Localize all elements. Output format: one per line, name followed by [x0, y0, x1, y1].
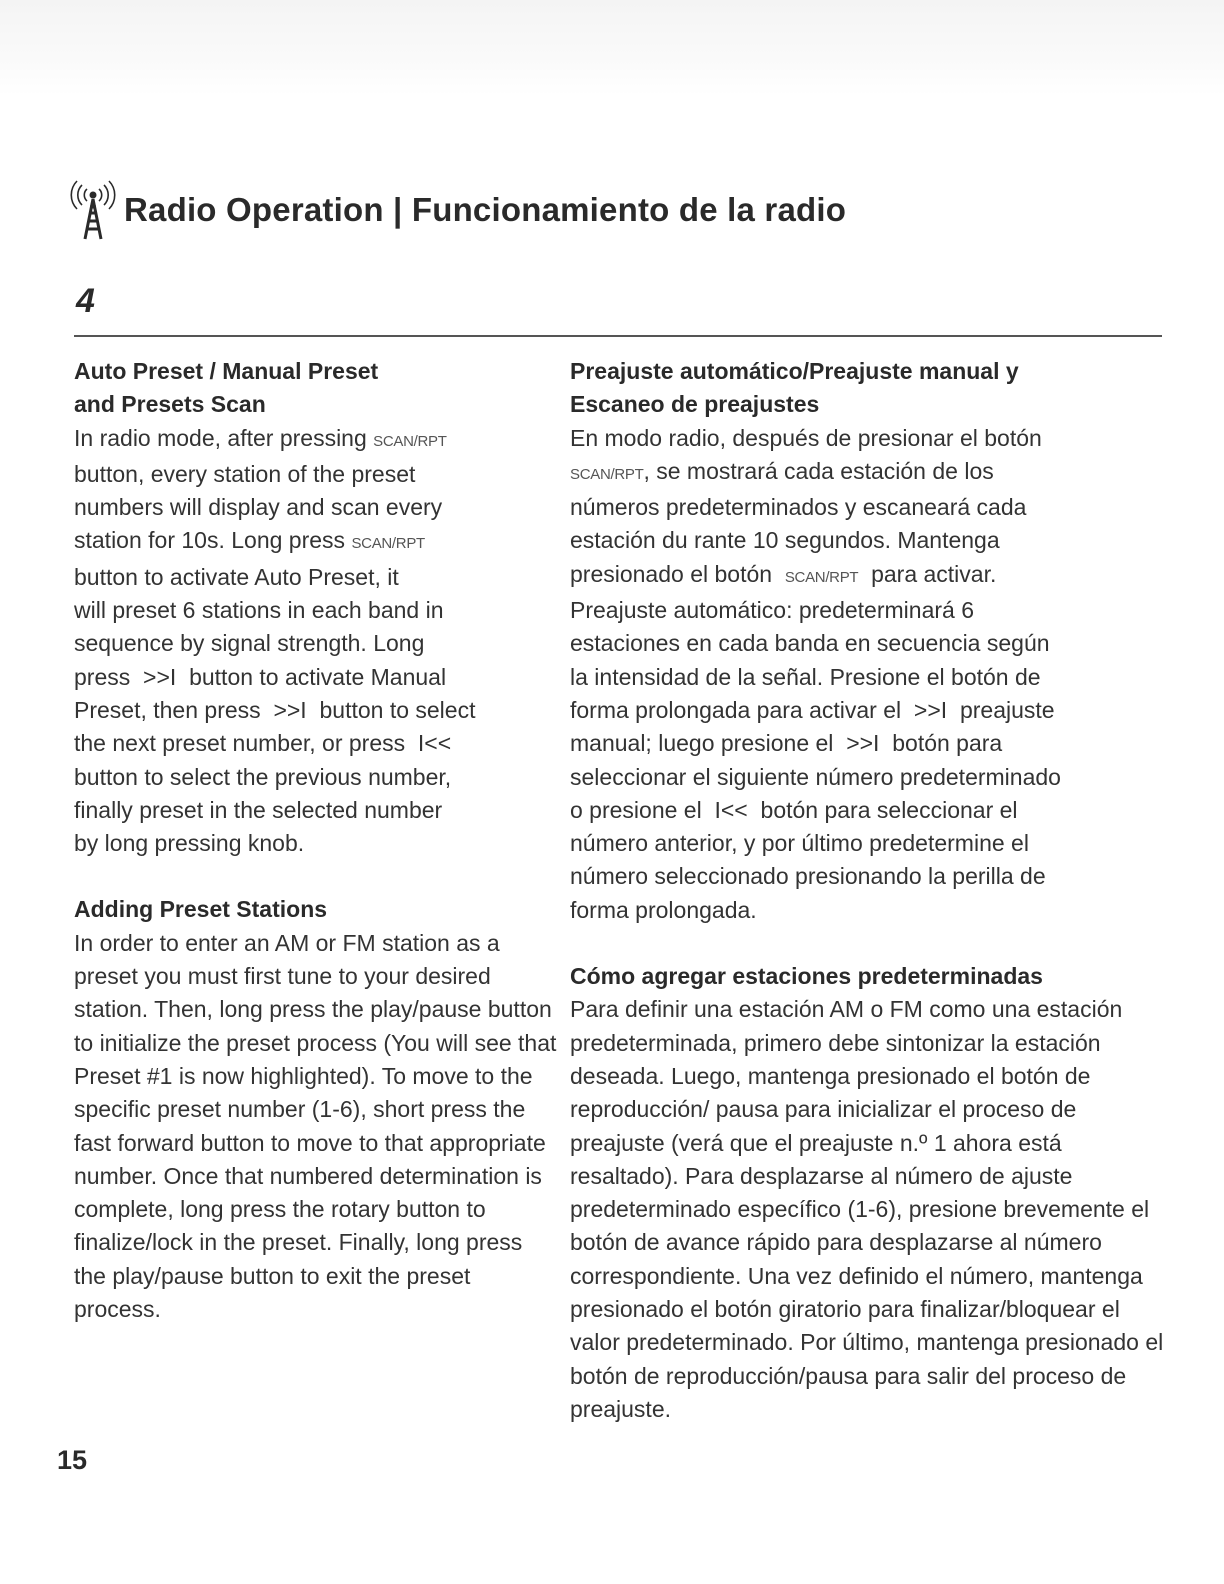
scan-rpt-label: SCAN/RPT	[784, 568, 859, 586]
auto-preset-text: In radio mode, after pressing SCAN/RPT button, every station of the preset numbers will display and scan every station for 10s. Long press SCAN/RPT button to activate Auto Preset, it will preset 6 stations in each band in sequence by signal strength. Long press >>I button to activate Manual Preset, then press >>I button to select the next preset number, or press I<< button to select the previous number, finally preset in the selected number by long pressing knob.	[74, 424, 476, 857]
prev-button-symbol: I<<	[417, 730, 452, 757]
adding-presets-text: In order to enter an AM or FM station as a preset you must first tune to your desired station. Then, long press the play/pause button to initialize the preset process (You will see that Preset #1 is now highlighted). To move to the specific preset number (1-6), short press the fast forward button to move to that appropriate number. Once that numbered determination is complete, long press the rotary button to finalize/lock in the preset. Finally, long press the play/pause button to exit the preset process.	[74, 929, 557, 1323]
next-button-symbol: >>I	[913, 696, 948, 723]
section-header	[68, 170, 846, 250]
scan-rpt-label: SCAN/RPT	[351, 535, 425, 553]
next-button-symbol: >>I	[846, 730, 880, 757]
heading-agregar-estaciones: Cómo agregar estaciones predeterminadas	[570, 963, 1043, 990]
next-button-symbol: >>I	[143, 663, 177, 690]
page-number: 15	[57, 1445, 88, 1475]
scan-rpt-label: SCAN/RPT	[570, 465, 644, 483]
heading-adding-presets: Adding Preset Stations	[74, 896, 328, 923]
prev-button-symbol: I<<	[714, 796, 748, 823]
english-column	[74, 355, 558, 1326]
section-number: 4	[76, 282, 95, 320]
heading-auto-preset: Auto Preset / Manual Preset and Presets Scan	[74, 358, 379, 418]
agregar-estaciones-text: Para definir una estación AM o FM como una estación predeterminada, primero debe sintonizar la estación deseada. Luego, mantenga presionado el botón de reproducción/ pausa para inicializar el proceso de preajuste (verá que el preajuste n.º 1 ahora está resaltado). Para desplazarse al número de ajuste predeterminado específico (1-6), presione brevemente el botón de avance rápido para desplazarse al número correspondiente. Una vez definido el número, mantenga presionado el botón giratorio para finalizar/bloquear el valor predeterminado. Por último, mantenga presionado el botón de reproducción/pausa para salir del proceso de preajuste.	[570, 996, 1164, 1422]
heading-preajuste: Preajuste automático/Preajuste manual y Escaneo de preajustes	[570, 358, 1019, 418]
preajuste-text: En modo radio, después de presionar el botón SCAN/RPT, se mostrará cada estación de los números predeterminados y escaneará cada estación du rante 10 segundos. Mantenga presionado el botón SCAN/RPT para activar. Preajuste automático: predeterminará 6 estaciones en cada banda en secuencia según la intensidad de la señal. Presione el botón de forma prolongada para activar el >>I preajuste manual; luego presione el >>I botón para seleccionar el siguiente número predeterminado o presione el I<< botón para seleccionar el número anterior, y por último predetermine el número seleccionado presionando la perilla de forma prolongada.	[570, 424, 1061, 923]
next-button-symbol: >>I	[273, 696, 307, 723]
spanish-column	[570, 355, 1170, 1426]
page-title: Radio Operation | Funcionamiento de la radio	[124, 191, 847, 228]
scan-rpt-label: SCAN/RPT	[373, 432, 447, 450]
radio-tower-icon	[68, 177, 118, 243]
divider	[74, 335, 1162, 337]
scan-top-band	[0, 0, 1224, 96]
